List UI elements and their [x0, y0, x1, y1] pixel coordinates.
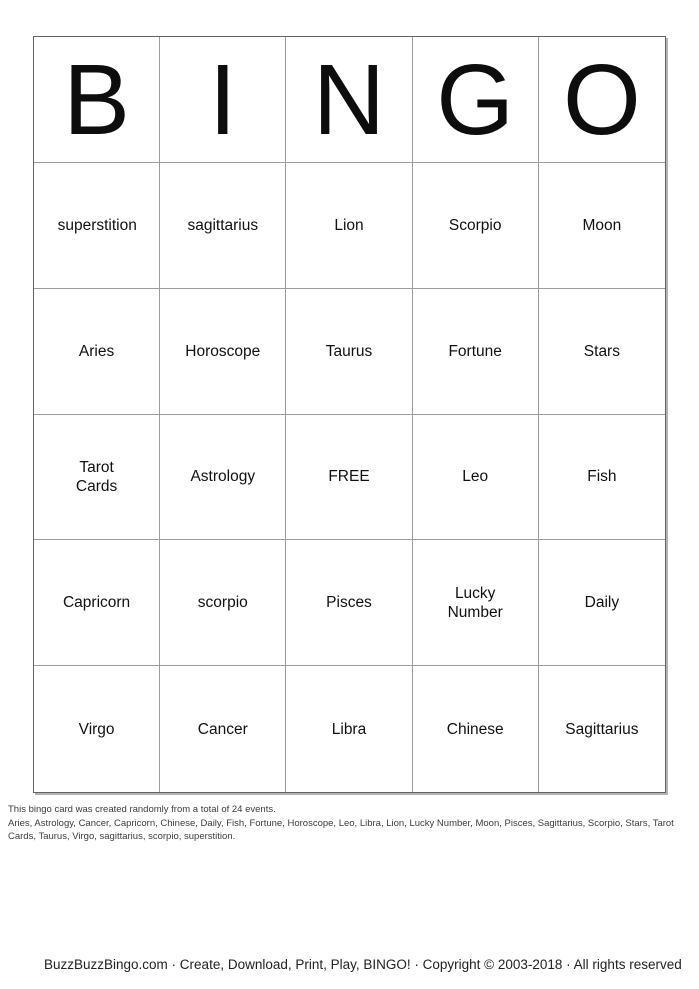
bingo-cell-text: Tarot Cards [75, 458, 118, 495]
bingo-cell [34, 163, 160, 289]
bingo-cell-text: scorpio [197, 594, 248, 612]
bingo-header-cell-b [34, 37, 160, 163]
bingo-cell [413, 540, 539, 666]
bingo-cell-text: Stars [583, 342, 620, 360]
bingo-cell-text: Fish [587, 468, 617, 486]
bingo-cell-text: Cancer [197, 720, 248, 738]
bingo-header-cell-n [286, 37, 412, 163]
bingo-cell-text: sagittarius [187, 216, 259, 234]
bingo-cell [160, 540, 286, 666]
bingo-cell-text: Libra [331, 720, 367, 738]
bingo-cell [539, 415, 665, 541]
bingo-header-cell-g [413, 37, 539, 163]
bingo-cell [160, 415, 286, 541]
bingo-cell [539, 163, 665, 289]
bingo-cell-text: Pisces [326, 594, 372, 612]
bingo-cell [34, 666, 160, 792]
bingo-free-cell [286, 415, 412, 541]
bingo-cell-text: Moon [582, 216, 622, 234]
bingo-cell [34, 415, 160, 541]
bingo-cell-text: Scorpio [448, 216, 502, 234]
bingo-cell [34, 289, 160, 415]
bingo-cell-text: Sagittarius [565, 720, 639, 738]
bingo-cell-text: Leo [462, 468, 489, 486]
bingo-cell [286, 666, 412, 792]
bingo-cell-text: Lion [334, 216, 364, 234]
header-letter-n: N [312, 43, 386, 156]
bingo-cell-text: Daily [584, 594, 620, 612]
bingo-card [33, 36, 666, 793]
bingo-cell [286, 163, 412, 289]
bingo-cell-text: Lucky Number [447, 584, 503, 621]
bingo-cell-text: Astrology [190, 468, 256, 486]
bingo-cell-text: Fortune [448, 342, 502, 360]
header-letter-b: B [63, 43, 130, 156]
header-letter-i: I [208, 43, 237, 156]
bingo-cell-text: Capricorn [62, 594, 131, 612]
bingo-cell [286, 289, 412, 415]
bingo-cell-text: Virgo [78, 720, 115, 738]
fine-print-event-list: Aries, Astrology, Cancer, Capricorn, Chinese, Daily, Fish, Fortune, Horoscope, Leo, Libra, Lion, Lucky Number, Moon, Pisces, Sagittarius, Scorpio, Stars, Tarot Cards, Taurus, Virgo, sagittarius, scorpio, superstition. [8, 817, 674, 842]
bingo-cell [34, 540, 160, 666]
bingo-cell [413, 163, 539, 289]
bingo-header-cell-o [539, 37, 665, 163]
bingo-cell [413, 415, 539, 541]
bingo-cell [539, 540, 665, 666]
bingo-cell [413, 289, 539, 415]
bingo-cell-text: Aries [78, 342, 115, 360]
fine-print-summary: This bingo card was created randomly from a total of 24 events. [8, 804, 276, 815]
bingo-cell [160, 163, 286, 289]
bingo-cell [539, 289, 665, 415]
site-footer-text: BuzzBuzzBingo.com · Create, Download, Print, Play, BINGO! · Copyright © 2003-2018 · All rights reserved [44, 957, 682, 972]
header-letter-g: G [436, 43, 515, 156]
site-footer [44, 957, 682, 973]
bingo-cell [286, 540, 412, 666]
header-letter-o: O [562, 43, 641, 156]
bingo-cell [160, 289, 286, 415]
bingo-header-cell-i [160, 37, 286, 163]
bingo-cell [160, 666, 286, 792]
bingo-free-cell-text: FREE [328, 468, 370, 486]
bingo-cell-text: Chinese [446, 720, 504, 738]
fine-print [8, 803, 694, 844]
bingo-cell-text: Taurus [325, 342, 373, 360]
bingo-cell-text: Horoscope [185, 342, 261, 360]
bingo-cell [539, 666, 665, 792]
bingo-cell [413, 666, 539, 792]
bingo-cell-text: superstition [57, 216, 137, 234]
